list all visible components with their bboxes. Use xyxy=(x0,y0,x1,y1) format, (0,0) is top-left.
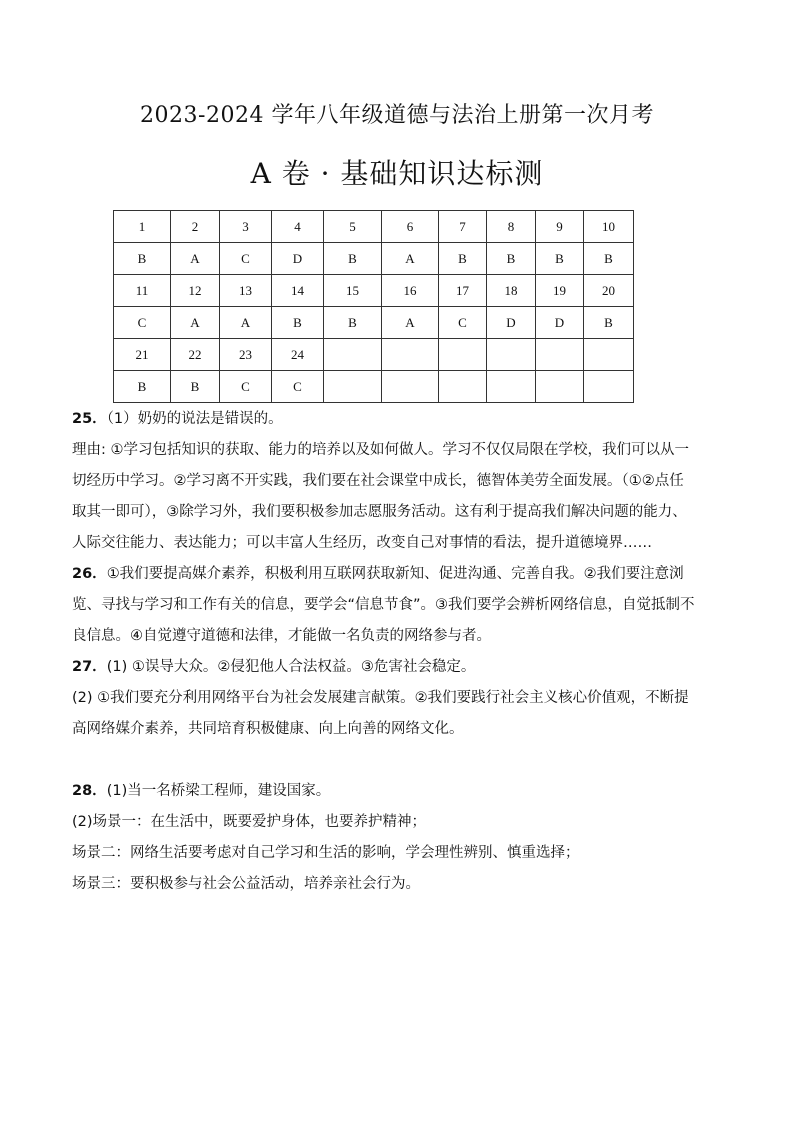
table-cell: 15 xyxy=(324,275,382,307)
table-cell: A xyxy=(220,307,272,339)
table-cell: B xyxy=(272,307,324,339)
table-cell xyxy=(382,371,439,403)
table-cell: 18 xyxy=(487,275,536,307)
table-cell: B xyxy=(324,243,382,275)
table-cell xyxy=(487,339,536,371)
table-cell: 8 xyxy=(487,211,536,243)
q28-line4: 场景三：要积极参与社会公益活动，培养亲社会行为。 xyxy=(72,876,420,892)
table-row xyxy=(114,307,634,339)
table-cell: 2 xyxy=(171,211,220,243)
q26-line3: 良信息。④自觉遵守道德和法律，才能做一名负责的网络参与者。 xyxy=(72,628,491,644)
table-cell: 23 xyxy=(220,339,272,371)
table-cell: 6 xyxy=(382,211,439,243)
q25-line4: 取其一即可），③除学习外，我们要积极参加志愿服务活动。这有利于提高我们解决问题的能力、 xyxy=(72,504,687,520)
table-cell: C xyxy=(220,243,272,275)
q28-line1: 28．(1)当一名桥梁工程师，建设国家。 xyxy=(72,783,331,799)
table-cell: 7 xyxy=(439,211,487,243)
table-cell: A xyxy=(382,243,439,275)
table-cell xyxy=(439,371,487,403)
table-cell xyxy=(324,339,382,371)
document-title: 2023-2024 学年八年级道德与法治上册第一次月考 xyxy=(140,103,654,128)
table-cell: D xyxy=(536,307,584,339)
q25-number: 25． xyxy=(72,411,107,427)
table-cell xyxy=(324,371,382,403)
table-cell: B xyxy=(114,371,171,403)
table-row xyxy=(114,339,634,371)
table-cell: C xyxy=(272,371,324,403)
table-cell: 10 xyxy=(584,211,634,243)
table-cell: 5 xyxy=(324,211,382,243)
table-cell: A xyxy=(171,243,220,275)
table-cell: B xyxy=(536,243,584,275)
table-cell: D xyxy=(272,243,324,275)
q27-number: 27． xyxy=(72,659,107,675)
table-cell: 1 xyxy=(114,211,171,243)
q28-number: 28． xyxy=(72,783,107,799)
table-cell xyxy=(536,371,584,403)
table-cell: 20 xyxy=(584,275,634,307)
q28-line3: 场景二：网络生活要考虑对自己学习和生活的影响，学会理性辨别、慎重选择； xyxy=(72,845,580,861)
table-cell: 22 xyxy=(171,339,220,371)
table-cell: B xyxy=(584,307,634,339)
table-cell: B xyxy=(114,243,171,275)
table-cell: A xyxy=(171,307,220,339)
table-row xyxy=(114,275,634,307)
table-cell: 24 xyxy=(272,339,324,371)
document-subtitle: A 卷 · 基础知识达标测 xyxy=(250,157,544,190)
table-cell: B xyxy=(171,371,220,403)
q27-line2: (2) ①我们要充分利用网络平台为社会发展建言献策。②我们要践行社会主义核心价值观，不断提 xyxy=(72,690,689,706)
table-cell: 9 xyxy=(536,211,584,243)
table-cell: A xyxy=(382,307,439,339)
table-cell: 13 xyxy=(220,275,272,307)
table-cell: 19 xyxy=(536,275,584,307)
table-cell xyxy=(584,339,634,371)
table-cell: B xyxy=(439,243,487,275)
table-cell: C xyxy=(439,307,487,339)
spacer xyxy=(72,745,732,776)
table-cell xyxy=(487,371,536,403)
table-cell: B xyxy=(584,243,634,275)
q27-line1: 27．(1) ①误导大众。②侵犯他人合法权益。③危害社会稳定。 xyxy=(72,659,476,675)
table-cell: 21 xyxy=(114,339,171,371)
q27-line3: 高网络媒介素养，共同培育积极健康、向上向善的网络文化。 xyxy=(72,721,464,737)
table-row xyxy=(114,211,634,243)
answers-section xyxy=(72,404,732,900)
table-cell: D xyxy=(487,307,536,339)
table-cell: B xyxy=(487,243,536,275)
q25-line3: 切经历中学习。②学习离不开实践，我们要在社会课堂中成长，德智体美劳全面发展。（①②点任 xyxy=(72,473,684,489)
q25-line2: 理由: ①学习包括知识的获取、能力的培养以及如何做人。学习不仅仅局限在学校，我们可以从一 xyxy=(72,442,689,458)
table-cell: 3 xyxy=(220,211,272,243)
table-cell: C xyxy=(220,371,272,403)
table-row xyxy=(114,243,634,275)
q26-line1: 26．①我们要提高媒介素养，积极利用互联网获取新知、促进沟通、完善自我。②我们要注意浏 xyxy=(72,566,684,582)
q25-line5: 人际交往能力、表达能力；可以丰富人生经历，改变自己对事情的看法，提升道德境界…… xyxy=(72,535,652,551)
q25-line1: 25．（1）奶奶的说法是错误的。 xyxy=(72,411,283,427)
table-cell: B xyxy=(324,307,382,339)
q26-line2: 览、寻找与学习和工作有关的信息，要学会“信息节食”。③我们要学会辨析网络信息，自觉抵制不 xyxy=(72,597,695,613)
table-cell: 16 xyxy=(382,275,439,307)
table-cell: 14 xyxy=(272,275,324,307)
table-cell: 17 xyxy=(439,275,487,307)
table-cell xyxy=(439,339,487,371)
table-cell: C xyxy=(114,307,171,339)
table-row xyxy=(114,371,634,403)
table-cell: 12 xyxy=(171,275,220,307)
table-cell: 4 xyxy=(272,211,324,243)
table-cell xyxy=(382,339,439,371)
table-cell xyxy=(584,371,634,403)
table-cell xyxy=(536,339,584,371)
q26-number: 26． xyxy=(72,566,107,582)
q28-line2: (2)场景一：在生活中，既要爱护身体，也要养护精神； xyxy=(72,814,427,830)
answer-table xyxy=(113,210,634,403)
table-cell: 11 xyxy=(114,275,171,307)
